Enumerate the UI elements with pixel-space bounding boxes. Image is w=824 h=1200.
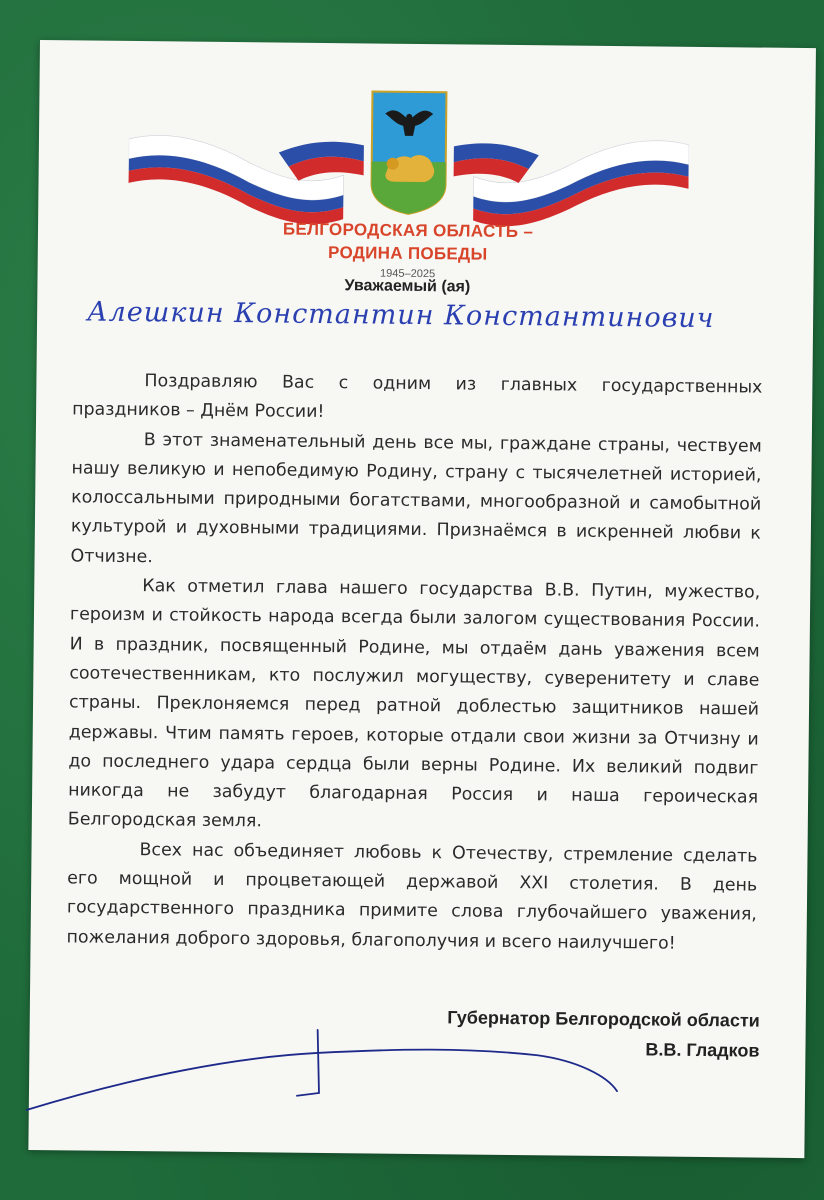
handwritten-signature: [17, 1015, 638, 1131]
greeting-card: [28, 40, 816, 1158]
region-title-line1: БЕЛГОРОДСКАЯ ОБЛАСТЬ –: [282, 219, 534, 242]
recipient-handwritten-name: Алешкин Константин Константинович: [86, 296, 715, 335]
years-label: 1945–2025: [379, 267, 436, 281]
region-title-line2: РОДИНА ПОБЕДЫ: [328, 243, 488, 264]
salutation: Уважаемый (ая): [344, 277, 471, 296]
russian-flag-ribbon-icon: [128, 135, 364, 225]
paragraph: Всех нас объединяет любовь к Отечеству, стремление сделать его мощной и процветающей державой XXI столетия. В день государственного праздника примите слова глубочайшего уважения, пожелания доброго здоровья, благополучия и всего наилучшего!: [66, 839, 758, 954]
russian-flag-ribbon-icon: [453, 138, 689, 228]
paragraph: Как отметил глава нашего государства В.В. Путин, мужество, героизм и стойкость народа всегда были залогом существования России. И в праздник, посвященный Родине, мы отдаём дань уважения всем соотечественникам, кто послужил могуществу, суверенитету и славе страны. Преклоняемся перед ратной доблестью защитников нашей державы. Чтим память героев, которые отдали свои жизни за Отчизну и до последнего удара сердца были верны Родине. Их великий подвиг никогда не забудут благодарная Россия и наша героическая Белгородская земля.: [67, 576, 761, 832]
ribbon-emblem-banner: [128, 81, 690, 237]
belgorod-coat-of-arms-icon: [371, 91, 446, 214]
paragraph: Поздравляю Вас с одним из главных государственных праздников – Днём России!: [72, 371, 763, 423]
paragraph: В этот знаменательный день все мы, граждане страны, чествуем нашу великую и непобедимую Родину, страну с тысячелетней историей, колоссальными природными богатствами, многообразной и самобытной культурой и духовными традициями. Признаёмся в искренней любви к Отчизне.: [70, 429, 762, 567]
signatory-name: В.В. Гладков: [645, 1039, 760, 1061]
signatory-position: Губернатор Белгородской области: [447, 1007, 760, 1031]
letter-body: [66, 366, 762, 959]
